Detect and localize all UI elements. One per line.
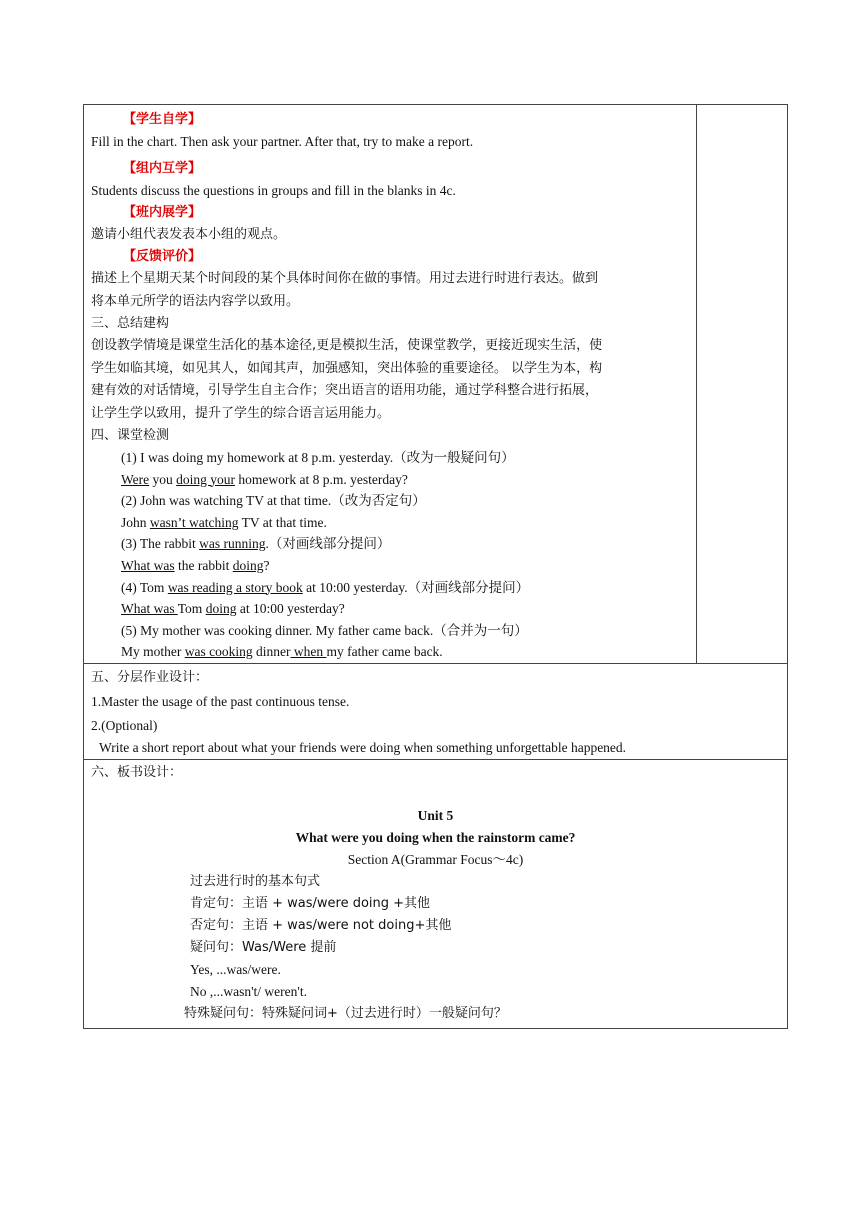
heading-class-show: 【班内展学】 — [123, 205, 202, 220]
a5-u1: was cooking — [184, 644, 253, 660]
summary-title: 三、总结建构 — [91, 316, 170, 331]
board-line-2: 肯定句：主语 + was/were doing +其他 — [190, 895, 431, 911]
board-question: What were you doing when the rainstorm came? — [295, 829, 576, 845]
board-row — [84, 759, 788, 1028]
a2-t1: John — [121, 514, 150, 530]
a2-t2: TV at that time. — [238, 514, 327, 530]
a3-u1: What was — [121, 557, 175, 573]
quiz-q1: (1) I was doing my homework at 8 p.m. yesterday.（改为一般疑问句） — [121, 450, 515, 465]
q3-t1: (3) The rabbit — [121, 536, 200, 552]
summary-line-2: 学生如临其境，如见其人，如闻其声，加强感知，突出体验的重要途径。 以学生为本，构 — [91, 360, 603, 376]
q4-t2: at 10:00 yesterday.（对画线部分提问） — [302, 579, 530, 595]
self-study-text: Fill in the chart. Then ask your partner. After that, try to make a report. — [91, 134, 474, 149]
quiz-a2 — [84, 512, 696, 534]
homework-row — [84, 663, 788, 759]
a5-t3: my father came back. — [326, 644, 443, 660]
notes-cell — [697, 105, 788, 664]
homework-item-2-desc: Write a short report about what your friends were doing when something unforgettable happened. — [99, 739, 627, 755]
board-line-3: 否定句：主语 + was/were not doing+其他 — [190, 917, 452, 933]
board-line-5: Yes, ...was/were. — [190, 961, 281, 977]
summary-line-4: 让学生学以致用，提升了学生的综合语言运用能力。 — [91, 405, 391, 421]
board-line-1: 过去进行时的基本句式 — [190, 873, 321, 889]
quiz-a4 — [84, 598, 696, 620]
a5-t2: dinner — [252, 644, 291, 660]
homework-item-2: 2.(Optional) — [91, 717, 158, 733]
summary-text — [84, 335, 696, 425]
a2-u1: wasn’t watching — [149, 514, 239, 530]
a1-u1: Were — [121, 471, 150, 487]
feedback-text — [84, 268, 696, 313]
quiz-q2: (2) John was watching TV at that time.（改为否定句） — [121, 493, 426, 509]
class-show-text: 邀请小组代表发表本小组的观点。 — [91, 227, 287, 242]
homework-title: 五、分层作业设计： — [91, 669, 209, 685]
quiz-a5 — [84, 641, 696, 663]
q3-t2: .（对画线部分提问） — [265, 536, 391, 552]
lesson-plan-table — [83, 104, 788, 1029]
feedback-line-1: 描述上个星期天某个时间段的某个具体时间你在做的事情。用过去进行时进行表达。做到 — [91, 271, 599, 286]
a4-t2: at 10:00 yesterday? — [236, 601, 345, 617]
a4-u2: doing — [205, 601, 237, 617]
homework-item-1: 1.Master the usage of the past continuous tense. — [91, 693, 350, 709]
quiz-q3 — [84, 533, 696, 555]
a5-u2: when — [290, 644, 327, 660]
a3-u2: doing — [232, 557, 264, 573]
a1-u2: doing your — [176, 471, 236, 487]
q4-t1: (4) Tom — [121, 579, 168, 595]
a4-t1: Tom — [177, 601, 206, 617]
a1-t1: you — [149, 471, 177, 487]
quiz-a3 — [84, 555, 696, 577]
summary-line-1: 创设教学情境是课堂生活化的基本途径,更是模拟生活，使课堂教学，更接近现实生活，使 — [91, 338, 603, 353]
a5-t1: My mother — [121, 644, 185, 660]
a3-t1: the rabbit — [174, 557, 233, 573]
heading-self-study: 【学生自学】 — [123, 112, 202, 127]
quiz-q4 — [84, 577, 696, 599]
main-content-cell — [84, 105, 697, 664]
a3-t2: ? — [263, 557, 270, 573]
quiz-a1 — [84, 469, 696, 491]
a4-u1: What was — [121, 601, 178, 617]
board-unit: Unit 5 — [417, 807, 454, 823]
main-row — [84, 105, 788, 664]
heading-feedback: 【反馈评价】 — [123, 249, 202, 264]
quiz-q5: (5) My mother was cooking dinner. My father came back.（合并为一句） — [121, 622, 528, 638]
summary-line-3: 建有效的对话情境，引导学生自主合作；突出语言的语用功能，通过学科整合进行拓展， — [91, 383, 599, 398]
heading-group-study: 【组内互学】 — [123, 161, 202, 176]
board-line-7: 特殊疑问句：特殊疑问词+（过去进行时）一般疑问句？ — [184, 1005, 507, 1021]
q3-u1: was running — [199, 536, 266, 552]
board-section: Section A(Grammar Focus～4c) — [347, 851, 524, 867]
board-line-6: No ,...wasn't/ weren't. — [190, 983, 307, 999]
quiz-title: 四、课堂检测 — [91, 428, 170, 443]
board-title: 六、板书设计： — [91, 764, 183, 780]
homework-cell — [84, 663, 788, 759]
a1-t2: homework at 8 p.m. yesterday? — [235, 471, 408, 487]
group-study-text: Students discuss the questions in groups and fill in the blanks in 4c. — [91, 183, 456, 198]
board-design-cell — [84, 759, 788, 1028]
board-line-4: 疑问句：Was/Were 提前 — [190, 939, 337, 955]
feedback-line-2: 将本单元所学的语法内容学以致用。 — [91, 293, 300, 309]
q4-u1: was reading a story book — [167, 579, 303, 595]
